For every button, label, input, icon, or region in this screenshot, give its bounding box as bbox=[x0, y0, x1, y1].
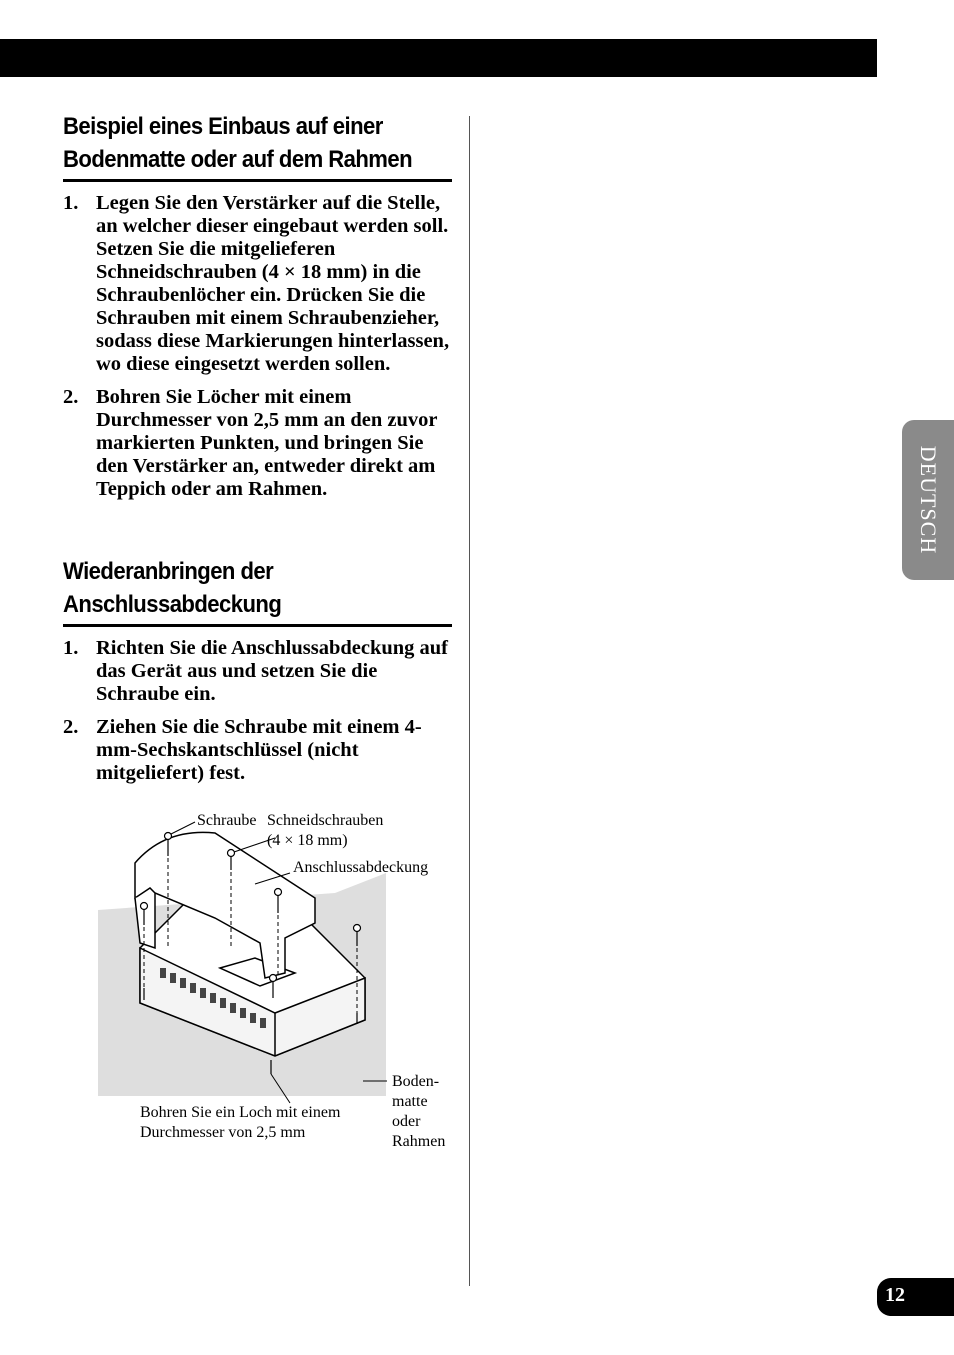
heading-rule bbox=[63, 179, 452, 182]
steps-list bbox=[63, 192, 452, 501]
label-terminal-cover: Anschlussabdeckung bbox=[293, 859, 429, 876]
step-number: 1. bbox=[63, 192, 79, 214]
list-item bbox=[63, 386, 452, 501]
column-divider bbox=[469, 116, 470, 1286]
amplifier-installation-figure bbox=[95, 808, 465, 1158]
heading-line-1: Wiederanbringen der bbox=[63, 558, 274, 585]
section-heading bbox=[63, 555, 449, 621]
label-tapping-screws: Schneidschrauben (4 × 18 mm) bbox=[267, 812, 384, 849]
step-text: Richten Sie die Anschlussabdeckung auf das Gerät aus und setzen Sie die Schraube ein. bbox=[96, 637, 449, 705]
step-text: Legen Sie den Verstärker auf die Stelle, an welcher dieser eingebaut werden soll. Setzen Sie die mitgelieferen Schneidschrauben (4 × 18 mm) in die Schraubenlöcher ein. Drücken Sie die Schrauben mit einem Schraubenzieher, sodass diese Markierungen hinterlassen, wo diese eingesetzt werden sollen. bbox=[96, 192, 450, 375]
heading-line-2: Anschlussabdeckung bbox=[63, 591, 282, 618]
language-tab-label: DEUTSCH bbox=[916, 445, 941, 555]
label-screw: Schraube bbox=[197, 812, 257, 829]
language-tab bbox=[902, 420, 954, 580]
page-number: 12 bbox=[885, 1284, 905, 1306]
heading-line-2: Bodenmatte oder auf dem Rahmen bbox=[63, 146, 413, 173]
page-number-badge bbox=[877, 1278, 954, 1316]
step-text: Bohren Sie Löcher mit einem Durchmesser von 2,5 mm an den zuvor markierten Punkten, und bringen Sie den Verstärker an, entweder direkt am Teppich oder am Rahmen. bbox=[96, 386, 438, 500]
step-number: 2. bbox=[63, 716, 79, 738]
step-number: 2. bbox=[63, 386, 79, 408]
list-item bbox=[63, 637, 452, 706]
list-item bbox=[63, 192, 452, 376]
section-installation-example bbox=[63, 110, 452, 511]
section-reattach-cover bbox=[63, 555, 452, 795]
header-bar bbox=[0, 39, 877, 77]
section-heading bbox=[63, 110, 449, 176]
steps-list bbox=[63, 637, 452, 785]
list-item bbox=[63, 716, 452, 785]
step-number: 1. bbox=[63, 637, 79, 659]
step-text: Ziehen Sie die Schraube mit einem 4-mm-Sechskantschlüssel (nicht mitgeliefert) fest. bbox=[96, 716, 422, 784]
label-floor-mat: Boden- matte oder Rahmen bbox=[392, 1073, 446, 1150]
label-drill-hole: Bohren Sie ein Loch mit einem Durchmesser von 2,5 mm bbox=[140, 1104, 341, 1141]
heading-line-1: Beispiel eines Einbaus auf einer bbox=[63, 113, 383, 140]
heading-rule bbox=[63, 624, 452, 627]
